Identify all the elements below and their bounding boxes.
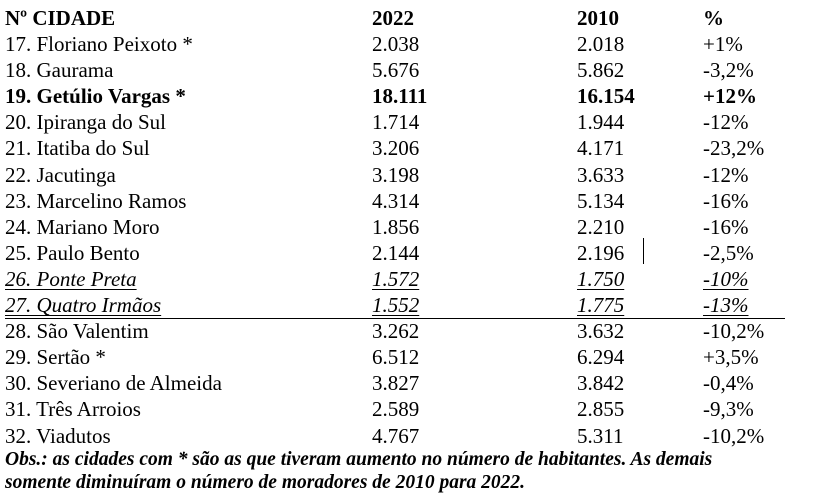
population-2010: 1.750: [577, 266, 625, 291]
table-row: [0, 240, 831, 266]
table-header: [0, 5, 831, 31]
table-row: [0, 266, 831, 292]
population-2010: 5.311: [577, 423, 624, 448]
population-2010: 16.154: [577, 84, 635, 109]
percent-change: +3,5%: [703, 345, 759, 370]
table-row: [0, 162, 831, 188]
header-2022: 2022: [372, 6, 414, 30]
city-name: 17. Floriano Peixoto *: [5, 32, 193, 56]
city-name: 19. Getúlio Vargas *: [5, 84, 186, 109]
percent-change: -16%: [703, 214, 749, 239]
population-2010: 3.632: [577, 319, 625, 344]
population-2010: 2.210: [577, 214, 625, 239]
population-2010: 5.862: [577, 58, 625, 83]
percent-change: -12%: [703, 110, 749, 135]
population-2022: 3.262: [372, 319, 420, 344]
observation-line-1: Obs.: as cidades com * são as que tiveram aumento no número de habitantes. As demais: [5, 449, 713, 470]
population-2010: 3.842: [577, 371, 625, 396]
population-2010: 4.171: [577, 136, 625, 161]
percent-change: -16%: [703, 188, 749, 213]
city-name: 25. Paulo Bento: [5, 240, 140, 265]
table-divider: [505, 318, 785, 319]
table-row: [0, 292, 831, 318]
city-name: 28. São Valentim: [5, 319, 149, 344]
population-2022: 18.111: [372, 84, 428, 109]
population-2022: 1.572: [372, 266, 420, 291]
table-row: [0, 318, 831, 344]
population-2022: 3.198: [372, 162, 420, 187]
city-name: 24. Mariano Moro: [5, 214, 160, 239]
population-2022: 1.714: [372, 110, 420, 135]
population-2022: 1.856: [372, 214, 420, 239]
population-2022: 2.144: [372, 240, 420, 265]
percent-change: -9,3%: [703, 397, 754, 422]
city-name: 27. Quatro Irmãos: [5, 293, 162, 317]
percent-change: -12%: [703, 162, 749, 187]
percent-change: +1%: [703, 32, 743, 56]
table-divider: [643, 238, 644, 264]
table-row: [0, 83, 831, 109]
percent-change: -0,4%: [703, 371, 754, 396]
percent-change: -10,2%: [703, 319, 765, 344]
table-row: [0, 109, 831, 135]
population-2010: 2.018: [577, 32, 625, 56]
population-2010: 2.196: [577, 240, 625, 265]
table-row: [0, 344, 831, 370]
table-row: [0, 396, 831, 422]
city-name: 26. Ponte Preta: [5, 266, 137, 291]
population-2010: 2.855: [577, 397, 625, 422]
table-row: [0, 214, 831, 240]
table-row: [0, 135, 831, 161]
header-num-city: Nº CIDADE: [5, 6, 116, 30]
city-name: 30. Severiano de Almeida: [5, 371, 222, 396]
city-name: 21. Itatiba do Sul: [5, 136, 150, 161]
percent-change: -10,2%: [703, 423, 765, 448]
city-name: 18. Gaurama: [5, 58, 114, 83]
percent-change: -2,5%: [703, 240, 754, 265]
table-divider: [5, 318, 505, 319]
city-name: 22. Jacutinga: [5, 162, 116, 187]
population-2022: 3.206: [372, 136, 420, 161]
city-name: 29. Sertão *: [5, 345, 106, 370]
percent-change: -10%: [703, 266, 749, 291]
population-2022: 3.827: [372, 371, 420, 396]
city-name: 20. Ipiranga do Sul: [5, 110, 166, 135]
table-row: [0, 423, 831, 449]
population-2022: 4.767: [372, 423, 420, 448]
header-percent: %: [703, 6, 724, 30]
population-2010: 1.944: [577, 110, 625, 135]
population-2022: 1.552: [372, 293, 420, 317]
percent-change: -3,2%: [703, 58, 754, 83]
table-row: [0, 188, 831, 214]
percent-change: -13%: [703, 293, 749, 317]
city-name: 23. Marcelino Ramos: [5, 188, 187, 213]
city-name: 32. Viadutos: [5, 423, 111, 448]
table-row: [0, 57, 831, 83]
population-2022: 6.512: [372, 345, 420, 370]
population-2022: 5.676: [372, 58, 420, 83]
city-name: 31. Três Arroios: [5, 397, 141, 422]
percent-change: +12%: [703, 84, 757, 109]
population-2022: 4.314: [372, 188, 420, 213]
population-2010: 6.294: [577, 345, 625, 370]
population-2022: 2.038: [372, 32, 420, 56]
population-2010: 5.134: [577, 188, 625, 213]
header-2010: 2010: [577, 6, 619, 30]
population-2010: 1.775: [577, 293, 625, 317]
population-2022: 2.589: [372, 397, 420, 422]
percent-change: -23,2%: [703, 136, 765, 161]
table-row: [0, 370, 831, 396]
population-2010: 3.633: [577, 162, 625, 187]
observation-line-2: somente diminuíram o número de moradores de 2010 para 2022.: [5, 472, 526, 493]
observation-note: [5, 448, 831, 494]
table-row: [0, 31, 831, 57]
